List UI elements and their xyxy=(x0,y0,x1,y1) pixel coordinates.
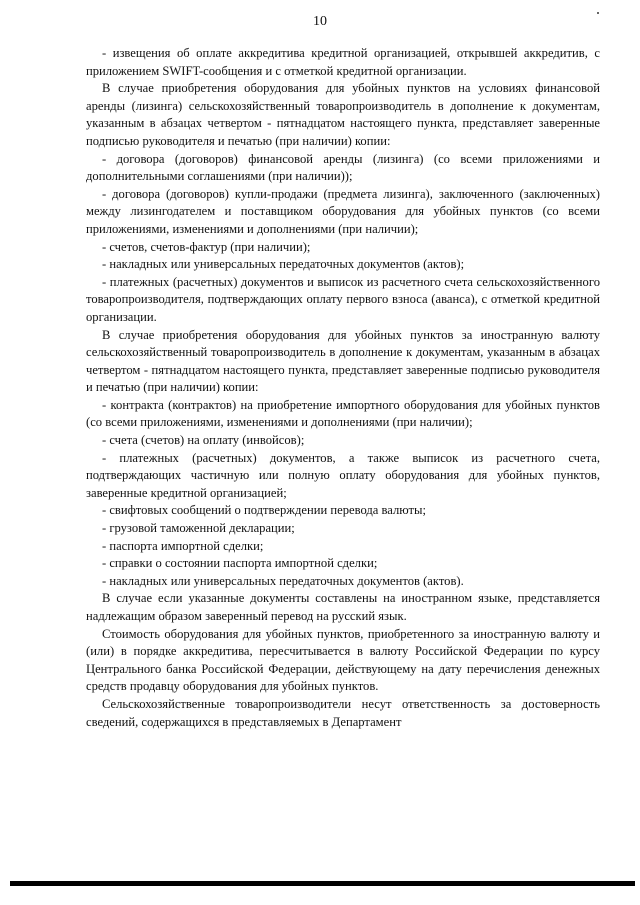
list-item: - накладных или универсальных передаточных документов (актов); xyxy=(102,257,465,272)
list-item: - платежных (расчетных) документов и выписок из расчетного счета сельскохозяйственного товаропроизводителя, подтверждающих оплату первого взноса (аванса), с отметкой кредитной организации. xyxy=(86,274,600,324)
paragraph: В случае приобретения оборудования для убойных пунктов за иностранную валюту сельскохозяйственный товаропроизводитель в дополнение к документам, указанным в абзацах четвертом - пятнадцатом настоящего пункта, представляет заверенные подписью руководителя и печатью (при наличии) копии: xyxy=(86,327,600,395)
list-item: - счета (счетов) на оплату (инвойсов); xyxy=(102,433,305,448)
document-body xyxy=(86,45,600,731)
page-number: 10 xyxy=(313,14,327,29)
paragraph: В случае приобретения оборудования для убойных пунктов на условиях финансовой аренды (лизинга) сельскохозяйственный товаропроизводитель в дополнение к документам, указанным в абзацах четвертом - пятнадцатом настоящего пункта, представляет заверенные подписью руководителя и печатью (при наличии) копии: xyxy=(86,81,600,148)
list-item: - грузовой таможенной декларации; xyxy=(102,521,295,536)
paragraph: Сельскохозяйственные товаропроизводители несут ответственность за достоверность сведений, содержащихся в представляемых в Департамент xyxy=(86,696,600,729)
list-item: - накладных или универсальных передаточных документов (актов). xyxy=(102,573,464,588)
scan-artifact xyxy=(597,12,599,14)
list-item: - счетов, счетов-фактур (при наличии); xyxy=(102,239,311,254)
paragraph: В случае если указанные документы составлены на иностранном языке, представляется надлежащим образом заверенный перевод на русский язык. xyxy=(86,591,600,623)
list-item: - контракта (контрактов) на приобретение импортного оборудования для убойных пунктов (со всеми приложениями, изменениями и дополнениями (при наличии); xyxy=(86,397,600,430)
list-item: - паспорта импортной сделки; xyxy=(102,538,264,553)
paragraph: - извещения об оплате аккредитива кредитной организацией, открывшей аккредитив, с приложением SWIFT-сообщения и с отметкой кредитной организации. xyxy=(86,46,600,78)
list-item: - договора (договоров) купли-продажи (предмета лизинга), заключенного (заключенных) между лизингодателем и поставщиком оборудования для убойных пунктов (со всеми приложениями, изменениями и дополнениями (при наличии); xyxy=(86,186,600,236)
paragraph: Стоимость оборудования для убойных пунктов, приобретенного за иностранную валюту и (или) в порядке аккредитива, пересчитывается в валюту Российской Федерации по курсу Центрального банка Российской Федерации, действующему на дату перечисления денежных средств продавцу оборудования для убойных пунктов. xyxy=(86,626,600,694)
list-item: - платежных (расчетных) документов, а также выписок из расчетного счета, подтверждающих частичную или полную оплату оборудования для убойных пунктов, заверенные кредитной организацией; xyxy=(86,450,600,500)
list-item: - договора (договоров) финансовой аренды (лизинга) (со всеми приложениями и дополнительными соглашениями (при наличии)); xyxy=(86,151,600,184)
list-item: - справки о состоянии паспорта импортной сделки; xyxy=(102,556,378,571)
list-item: - свифтовых сообщений о подтверждении перевода валюты; xyxy=(102,503,426,518)
bottom-border xyxy=(10,881,635,886)
